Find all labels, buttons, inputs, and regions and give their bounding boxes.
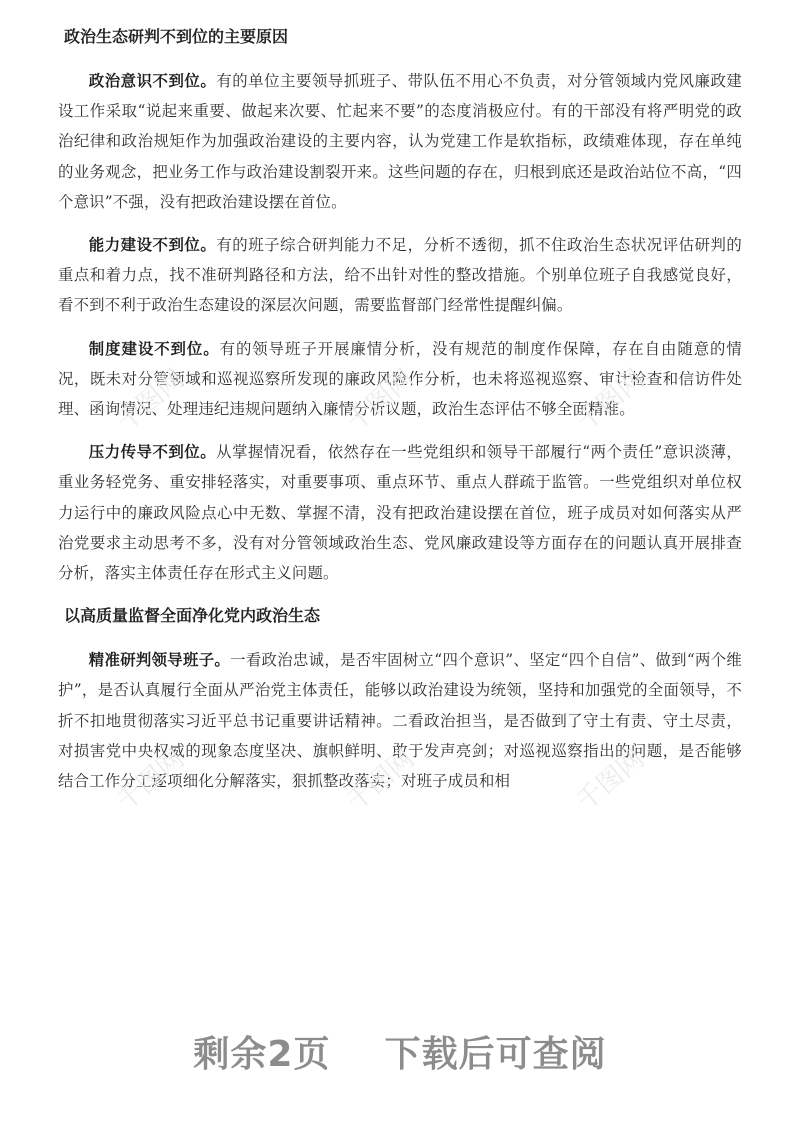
watermark: 千图网 (571, 363, 651, 437)
section-heading: 政治生态研判不到位的主要原因 (64, 27, 289, 46)
section-heading: 以高质量监督全面净化党内政治生态 (64, 606, 321, 626)
paragraph (58, 645, 742, 796)
paragraph-lead: 制度建设不到位。 (88, 339, 220, 358)
watermark: 千图网 (341, 363, 421, 437)
download-hint-text: 下载后可查阅 (384, 1034, 607, 1075)
paragraph-text: 有的领导班子开展廉情分析，没有规范的制度作保障，存在自由随意的情况，既未对分管领域和巡视巡察所发现的廉政风险作分析，也未将巡视巡察、审计检查和信访件处理、函询情况、处理违纪违规问题纳入廉情分析议题，政治生态评估不够全面精准。 (58, 339, 742, 419)
paragraph-lead: 压力传导不到位。 (88, 443, 217, 462)
paragraph-text: 从掌握情况看，依然存在一些党组织和领导干部履行“两个责任”意识淡薄，重业务轻党务、重安排轻落实，对重要事项、重点环节、重点人群疏于监管。一些党组织对单位权力运行中的廉政风险点心中无数、掌握不清，没有把政治建设摆在首位，班子成员对如何落实从严治党要求主动思考不多，没有对分管领域政治生态、党风廉政建设等方面存在的问题认真开展排查分析，落实主体责任存在形式主义问题。 (58, 443, 742, 583)
paragraph (58, 230, 742, 321)
remaining-pages-banner[interactable] (0, 1025, 800, 1085)
paragraph-lead: 能力建设不到位。 (88, 236, 217, 255)
document-body (58, 22, 742, 796)
watermark: 千图网 (571, 743, 651, 817)
watermark: 千图网 (111, 743, 191, 817)
paragraph (58, 66, 742, 217)
paragraph (58, 334, 742, 425)
remaining-pages-text: 剩余2页 (193, 1034, 331, 1075)
paragraph-lead: 精准研判领导班子。 (88, 651, 231, 670)
paragraph (58, 437, 742, 588)
watermark: 千图网 (341, 743, 421, 817)
watermark: 千图网 (111, 363, 191, 437)
paragraph-lead: 政治意识不到位。 (88, 72, 217, 90)
paragraph-text: 一看政治忠诚，是否牢固树立“四个意识”、坚定“四个自信”、做到“两个维护”，是否认真履行全面从严治党主体责任，能够以政治建设为统领，坚持和加强党的全面领导，不折不扣地贯彻落实习近平总书记重要讲话精神。二看政治担当，是否做到了守土有责、守土尽责，对损害党中央权威的现象态度坚决、旗帜鲜明、敢于发声亮剑；对巡视巡察指出的问题，是否能够结合工作分工逐项细化分解落实，狠抓整改落实；对班子成员和相 (58, 651, 742, 791)
paragraph-text: 有的班子综合研判能力不足，分析不透彻，抓不住政治生态状况评估研判的重点和着力点，找不准研判路径和方法，给不出针对性的整改措施。个别单位班子自我感觉良好，看不到不利于政治生态建设的深层次问题，需要监督部门经常性提醒纠偏。 (58, 236, 742, 315)
paragraph-text: 有的单位主要领导抓班子、带队伍不用心不负责，对分管领域内党风廉政建设工作采取“说起来重要、做起来次要、忙起来不要”的态度消极应付。有的干部没有将严明党的政治纪律和政治规矩作为加强政治建设的主要内容，认为党建工作是软指标，政绩难体现，存在单纯的业务观念，把业务工作与政治建设割裂开来。这些问题的存在，归根到底还是政治站位不高，“四个意识”不强，没有把政治建设摆在首位。 (58, 72, 742, 211)
